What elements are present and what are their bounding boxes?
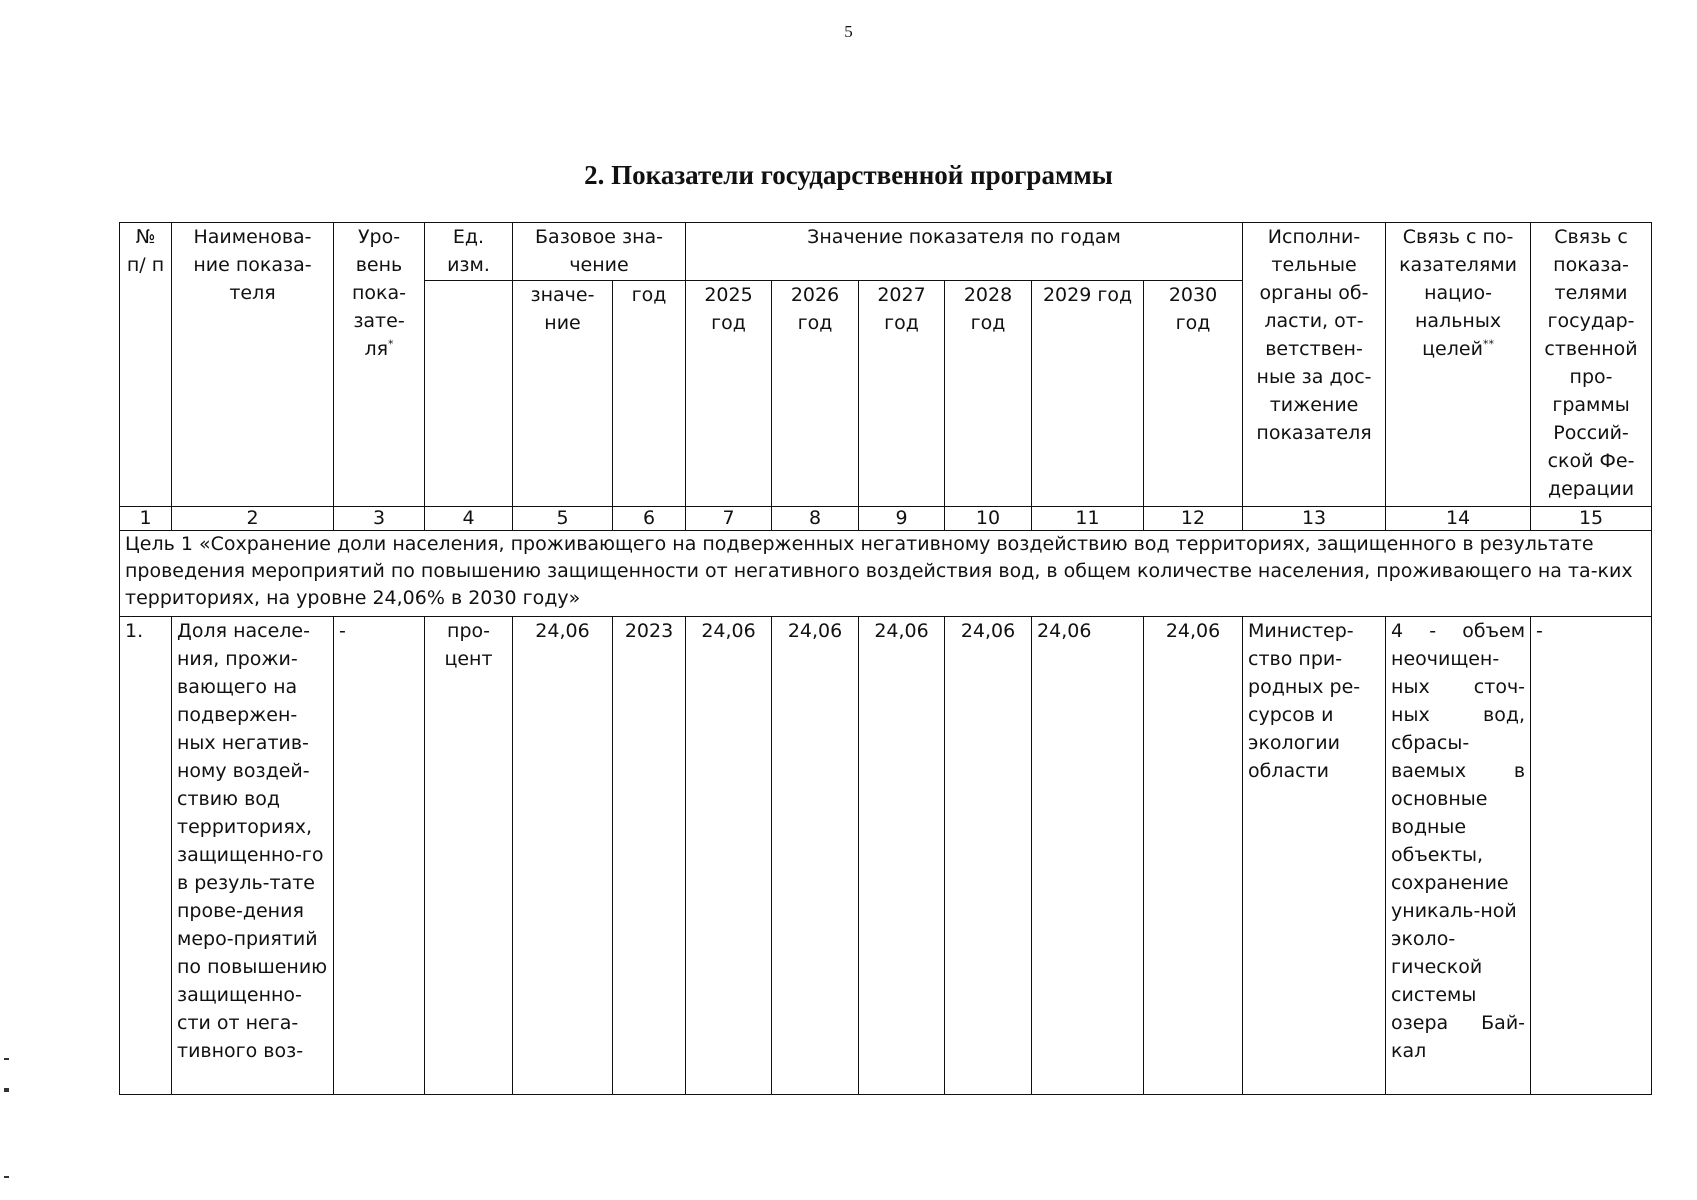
header-level-text: Уро-вень пока-зате-ля [351, 226, 407, 360]
header-national-goals-footnote-mark: ** [1482, 337, 1494, 351]
header-rf-program: Связь с показа-телями государ-ственной про-граммы Россий-ской Фе-дерации [1531, 223, 1652, 507]
column-number: 6 [613, 507, 686, 531]
header-years-group: Значение показателя по годам [686, 223, 1243, 281]
header-unit: Ед. изм. [425, 223, 513, 281]
scan-artifact [4, 1176, 9, 1178]
row-value-2029: 24,06 [1032, 617, 1144, 1095]
header-level [334, 223, 425, 507]
column-number: 11 [1032, 507, 1144, 531]
row-num: 1. [120, 617, 172, 1095]
column-number: 7 [686, 507, 772, 531]
column-number: 8 [772, 507, 859, 531]
column-number: 13 [1243, 507, 1386, 531]
column-number: 10 [945, 507, 1032, 531]
row-executor: Министер-ство при-родных ре-сурсов и экологии области [1243, 617, 1386, 1095]
column-number: 3 [334, 507, 425, 531]
header-unit-empty [425, 281, 513, 507]
scan-artifact [4, 1058, 9, 1060]
column-number: 1 [120, 507, 172, 531]
row-unit: про-цент [425, 617, 513, 1095]
header-base-year: год [613, 281, 686, 507]
page-title: 2. Показатели государственной программы [584, 160, 1113, 190]
page-number: 5 [844, 22, 853, 41]
row-value-2025: 24,06 [686, 617, 772, 1095]
column-number: 5 [513, 507, 613, 531]
row-base-value: 24,06 [513, 617, 613, 1095]
column-number: 4 [425, 507, 513, 531]
header-year-2026: 2026 год [772, 281, 859, 507]
header-base: Базовое зна-чение [513, 223, 686, 281]
row-value-2027: 24,06 [859, 617, 945, 1095]
row-value-2026: 24,06 [772, 617, 859, 1095]
row-base-year: 2023 [613, 617, 686, 1095]
column-number: 12 [1144, 507, 1243, 531]
header-year-2028: 2028 год [945, 281, 1032, 507]
scan-artifact [4, 1088, 9, 1092]
goal-row: Цель 1 «Сохранение доли населения, проживающего на подверженных негативному воздействию вод территориях, защищенного в результате проведения мероприятий по повышению защищенности от негативного воздействия вод, в общем количестве населения, проживающего на та-ких территориях, на уровне 24,06% в 2030 году» [120, 531, 1652, 617]
header-year-2029: 2029 год [1032, 281, 1144, 507]
indicators-table [119, 222, 1652, 1095]
header-year-2025: 2025 год [686, 281, 772, 507]
row-national-goal: 4 - объем неочищен-ных сточ-ных вод, сбрасы-ваемых в основные водные объекты, сохранение уникаль-ной эколо-гической системы озера Бай-кал [1386, 617, 1531, 1095]
row-value-2028: 24,06 [945, 617, 1032, 1095]
header-national-goals [1386, 223, 1531, 507]
row-indicator-name: Доля населе-ния, прожи-вающего на подвержен-ных негатив-ному воздей-ствию вод территориях, защищенно-го в резуль-тате прове-дения меро-приятий по повышению защищенно-сти от нега-тивного воз- [172, 617, 334, 1095]
column-number: 14 [1386, 507, 1531, 531]
header-year-2030: 2030 год [1144, 281, 1243, 507]
header-num: № п/ п [120, 223, 172, 507]
header-national-goals-text: Связь с по-казателями нацио-нальных целей [1399, 226, 1517, 360]
column-number: 15 [1531, 507, 1652, 531]
header-executors: Исполни-тельные органы об-ласти, от-ветствен-ные за дос-тижение показателя [1243, 223, 1386, 507]
row-rf-program: - [1531, 617, 1652, 1095]
header-base-value: значе-ние [513, 281, 613, 507]
row-level: - [334, 617, 425, 1095]
header-name: Наименова-ние показа-теля [172, 223, 334, 507]
header-year-2027: 2027 год [859, 281, 945, 507]
column-number: 2 [172, 507, 334, 531]
column-number: 9 [859, 507, 945, 531]
row-value-2030: 24,06 [1144, 617, 1243, 1095]
header-level-footnote-mark: * [388, 337, 394, 351]
